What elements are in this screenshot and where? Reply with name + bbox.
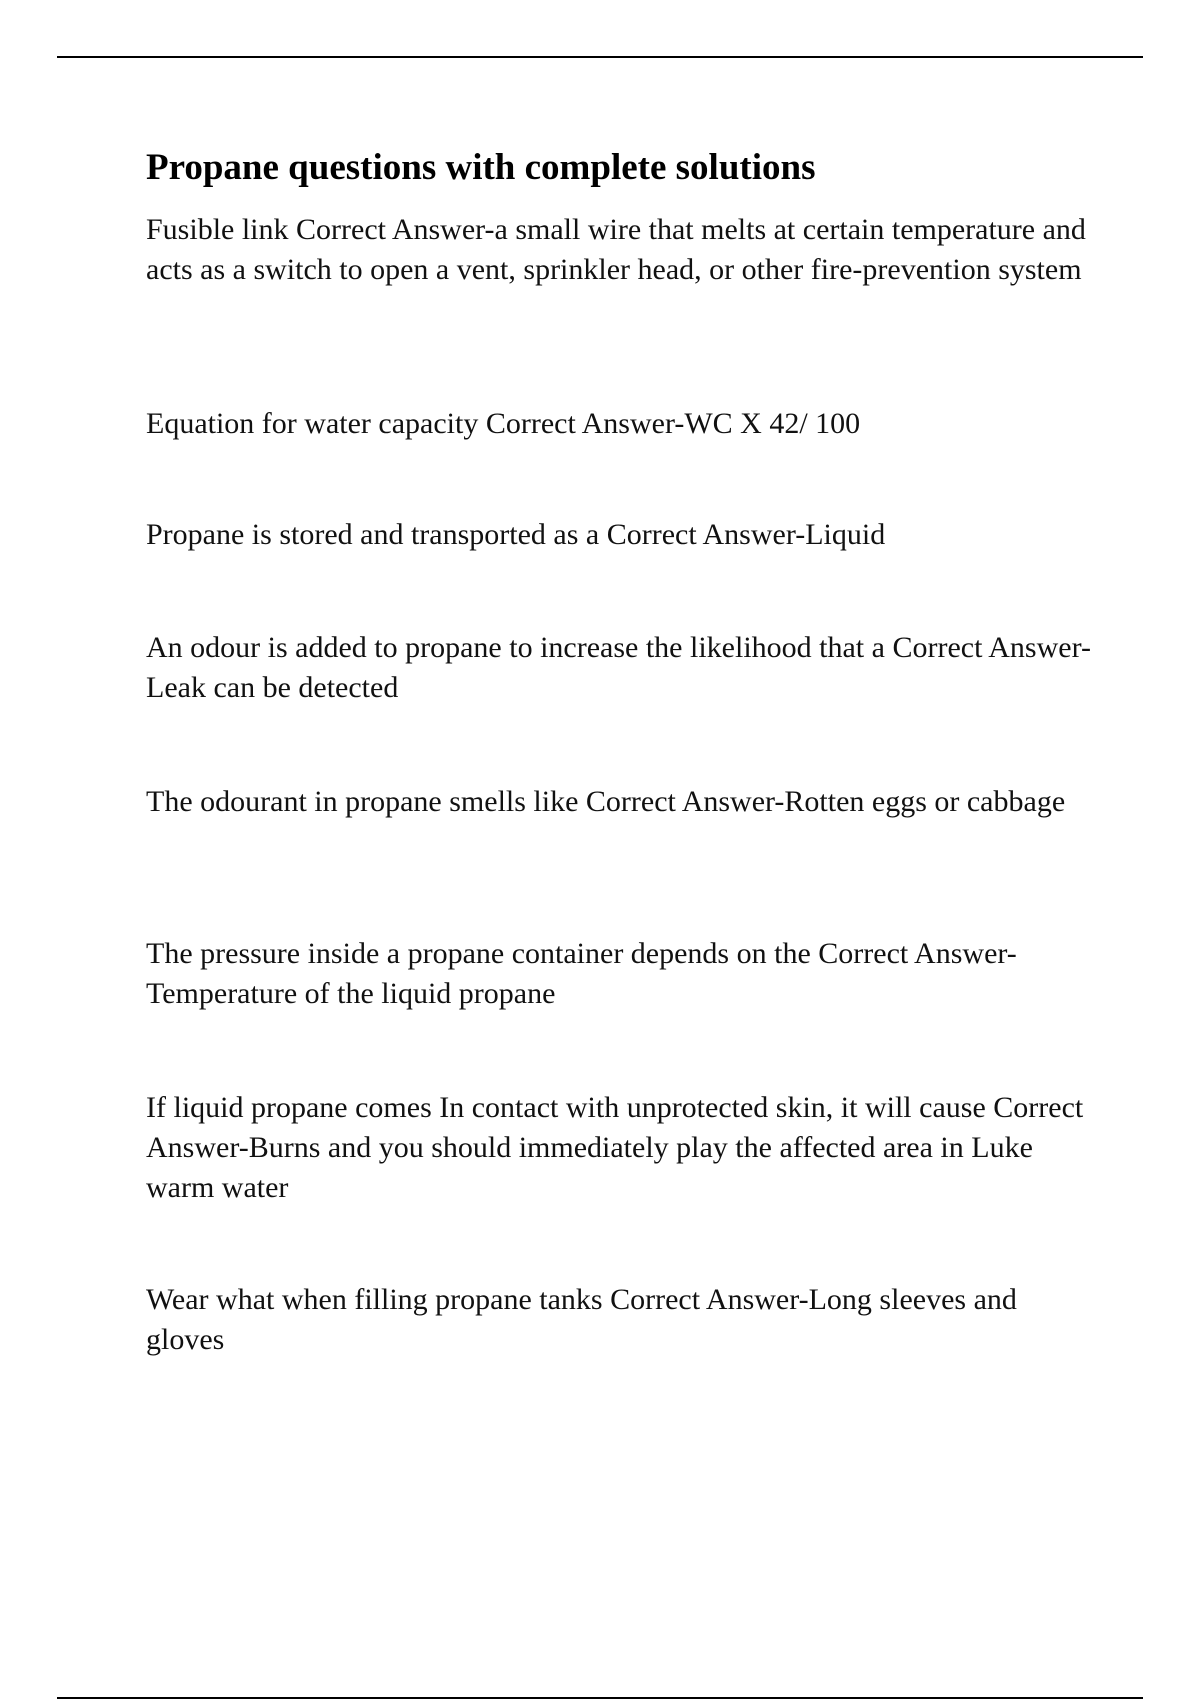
qa-item-container-pressure: The pressure inside a propane container depends on the Correct Answer-Temperature of the liquid propane (146, 937, 1017, 1010)
page-title: Propane questions with complete solutions (146, 147, 816, 188)
footer-rule (57, 1697, 1143, 1699)
qa-item-odour-purpose: An odour is added to propane to increase the likelihood that a Correct Answer-Leak can be detected (146, 631, 1091, 704)
qa-item-skin-contact: If liquid propane comes In contact with unprotected skin, it will cause Correct Answer-Burns and you should immediately play the affected area in Luke warm water (146, 1091, 1084, 1204)
header-rule (57, 56, 1143, 58)
qa-item-fusible-link: Fusible link Correct Answer-a small wire that melts at certain temperature and acts as a switch to open a vent, sprinkler head, or other fire-prevention system (146, 213, 1086, 286)
qa-item-odourant-smell: The odourant in propane smells like Correct Answer-Rotten eggs or cabbage (146, 785, 1066, 818)
qa-item-water-capacity: Equation for water capacity Correct Answer-WC X 42/ 100 (146, 407, 861, 440)
qa-item-protective-wear: Wear what when filling propane tanks Correct Answer-Long sleeves and gloves (146, 1283, 1017, 1356)
qa-item-storage-state: Propane is stored and transported as a Correct Answer-Liquid (146, 518, 886, 551)
